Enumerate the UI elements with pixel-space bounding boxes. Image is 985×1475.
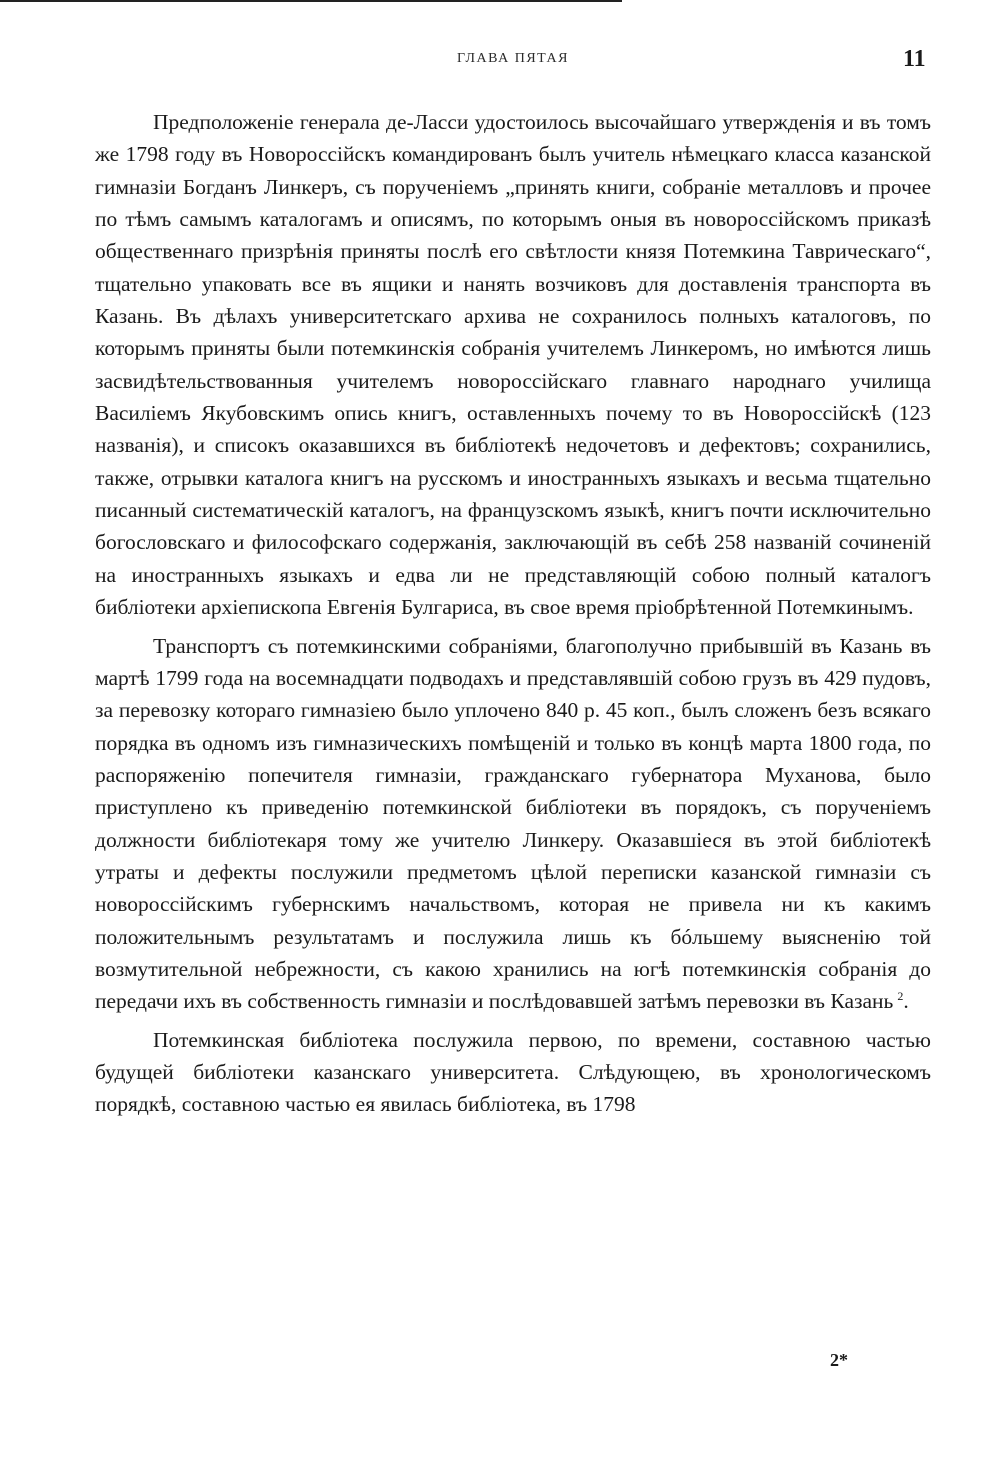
body-text [95, 106, 931, 1127]
paragraph-3: Потемкинская библіотека послужила первою, по времени, составною частью будущей библіотеки казанскаго университета. Слѣдующею, въ хронологическомъ порядкѣ, составною частью ея явилась библіотека, въ 1798 [95, 1027, 931, 1117]
top-rule [0, 0, 622, 2]
paragraph-1: Предположеніе генерала де-Ласси удостоилось высочайшаго утвержденія и въ томъ же 1798 году въ Новороссійскъ командированъ былъ учитель нѣмецкаго класса казанской гимназіи Богданъ Линкеръ, съ порученіемъ „принять книги, собраніе металловъ и прочее по тѣмъ самымъ каталогамъ и описямъ, по которымъ оныя въ новороссійскомъ приказѣ общественнаго призрѣнія приняты послѣ его свѣтлости князя Потемкина Таврическаго“, тщательно упаковать все въ ящики и нанять возчиковъ для доставленія транспорта въ Казань. Въ дѣлахъ университетскаго архива не сохранилось полныхъ каталоговъ, по которымъ приняты были потемкинскія собранія учителемъ Линкеромъ, но имѣются лишь засвидѣтельствованныя учителемъ новороссійскаго главнаго народнаго училища Василіемъ Якубовскимъ опись книгъ, оставленныхъ почему то въ Новороссійскѣ (123 названія), и списокъ оказавшихся въ библіотекѣ недочетовъ и дефектовъ; сохранились, также, отрывки каталога книгъ на русскомъ и иностранныхъ языкахъ и весьма тщательно писанный систематическій каталогъ, на французскомъ языкѣ, книгъ почти исключительно богословскаго и философскаго содержанія, заключающій въ себѣ 258 названій сочиненій на иностранныхъ языкахъ и едва ли не представляющій собою полный каталогъ библіотеки архіепископа Евгенія Булгариса, въ свое время пріобрѣтенной Потемкинымъ. [95, 110, 931, 620]
page-number: 11 [903, 46, 926, 72]
paragraph-2: Транспортъ съ потемкинскими собраніями, благополучно прибывшій въ Казань въ мартѣ 1799 года на восемнадцати подводахъ и представлявшій собою грузъ въ 429 пудовъ, за перевозку котораго гимназіею было уплочено 840 р. 45 коп., былъ сложенъ безъ всякаго порядка въ одномъ изъ гимназическихъ помѣщеній и только въ концѣ марта 1800 года, по распоряженію попечителя гимназіи, гражданскаго губернатора Муханова, было приступлено къ приведенію потемкинской библіотеки въ порядокъ, съ порученіемъ должности библіотекаря тому же учителю Линкеру. Оказавшіеся въ этой библіотекѣ утраты и дефекты послужили предметомъ цѣлой переписки казанской гимназіи съ новороссійскимъ губернскимъ начальствомъ, которая не привела ни къ какимъ положительнымъ результатамъ и послужила лишь къ бóльшему выясненію той возмутительной небрежности, съ какою хранились на югѣ потемкинскія собранія до передачи ихъ въ собственность гимназіи и послѣдовавшей затѣмъ перевозки въ Казань $^2$. [95, 633, 931, 1014]
signature-mark: 2* [830, 1350, 848, 1370]
paragraph-2-text: Транспортъ съ потемкинскими собраніями, благополучно прибывшій въ Казань въ мартѣ 1799 года на восемнадцати подводахъ и представлявшій собою грузъ въ 429 пудовъ, за перевозку котораго гимназіею было уплочено 840 р. 45 коп., былъ сложенъ безъ всякаго порядка въ одномъ изъ гимназическихъ помѣщеній и только въ концѣ марта 1800 года, по распоряженію попечителя гимназіи, гражданскаго губернатора Муханова, было приступлено къ приведенію потемкинской библіотеки въ порядокъ, съ порученіемъ должности библіотекаря тому же учителю Линкеру. Оказавшіеся въ этой библіотекѣ утраты и дефекты послужили предметомъ цѣлой переписки казанской гимназіи съ новороссійскимъ губернскимъ начальствомъ, которая не привела ни къ какимъ положительнымъ результатамъ и послужила лишь къ бóльшему выясненію той возмутительной небрежности, съ какою хранились на югѣ потемкинскія собранія до передачи ихъ въ собственность гимназіи и послѣдовавшей затѣмъ перевозки въ Казань [95, 633, 931, 1014]
footnote-ref: 2 [897, 989, 904, 1004]
running-head: ГЛАВА ПЯТАЯ [457, 51, 569, 66]
